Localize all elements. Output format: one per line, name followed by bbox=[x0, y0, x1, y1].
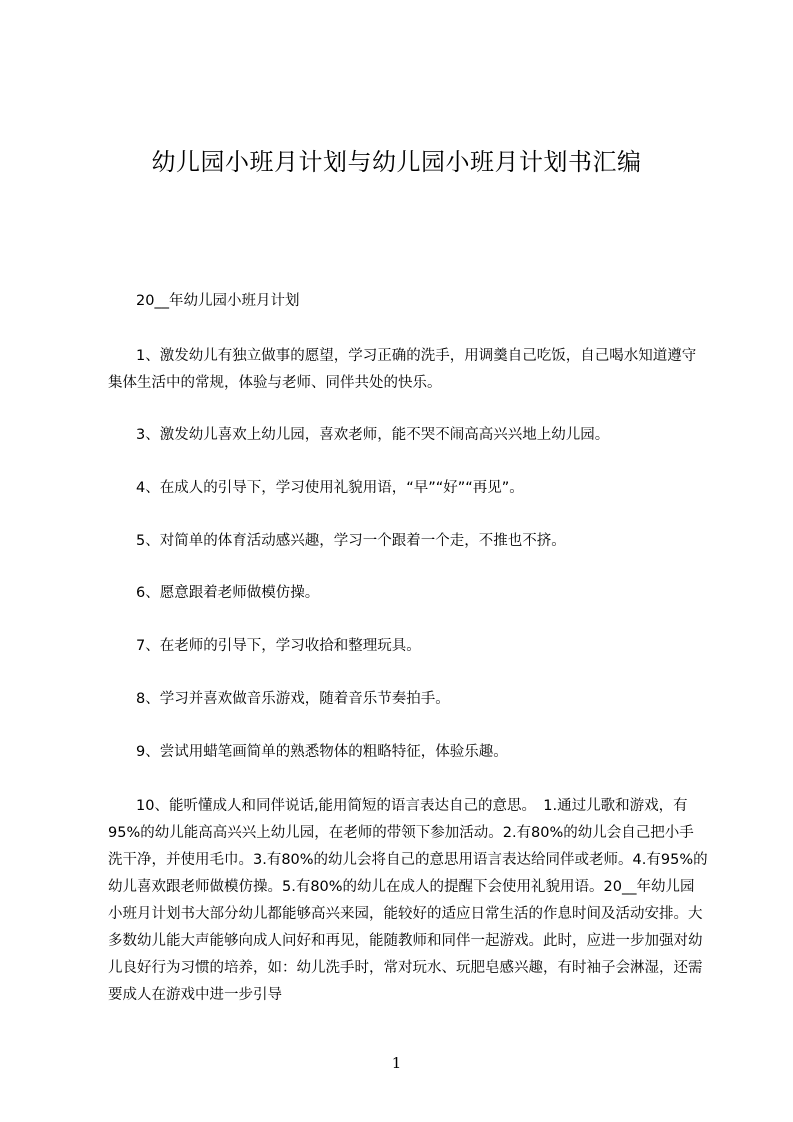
paragraph: 5、对简单的体育活动感兴趣，学习一个跟着一个走，不推也不挤。 bbox=[136, 533, 566, 549]
paragraph: 4、在成人的引导下，学习使用礼貌用语，“早”“好”“再见”。 bbox=[136, 480, 524, 496]
paragraph: 9、尝试用蜡笔画简单的熟悉物体的粗略特征，体验乐趣。 bbox=[136, 744, 508, 760]
paragraph: 8、学习并喜欢做音乐游戏，随着音乐节奏拍手。 bbox=[136, 691, 450, 707]
section-heading: 20__年幼儿园小班月计划 bbox=[136, 293, 300, 309]
paragraph: 10、能听懂成人和同伴说话,能用简短的语言表达自己的意思。 1.通过儿歌和游戏，有95%的幼儿能高高兴兴上幼儿园，在老师的带领下参加活动。2.有80%的幼儿会自己把小手洗干净，并使用毛巾。3.有80%的幼儿会将自己的意思用语言表达给同伴或老师。4.有95%的幼儿喜欢跟老师做模仿操。5.有80%的幼儿在成人的提醒下会使用礼貌用语。20__年幼儿园小班月计划书大部分幼儿都能够高兴来园，能较好的适应日常生活的作息时间及活动安排。大多数幼儿能大声能够向成人问好和再见，能随教师和同伴一起游戏。此时，应进一步加强对幼儿良好行为习惯的培养，如：幼儿洗手时，常对玩水、玩肥皂感兴趣，有时袖子会淋湿，还需要成人在游戏中进一步引导 bbox=[108, 798, 708, 1003]
page-number: 1 bbox=[391, 1054, 402, 1072]
paragraph: 7、在老师的引导下，学习收拾和整理玩具。 bbox=[136, 638, 421, 654]
paragraph: 1、激发幼儿有独立做事的愿望，学习正确的洗手，用调羹自己吃饭，自己喝水知道遵守集体生活中的常规，体验与老师、同伴共处的快乐。 bbox=[108, 348, 697, 391]
page-title: 幼儿园小班月计划与幼儿园小班月计划书汇编 bbox=[151, 148, 642, 176]
paragraph: 6、愿意跟着老师做模仿操。 bbox=[136, 585, 320, 601]
paragraph: 3、激发幼儿喜欢上幼儿园，喜欢老师，能不哭不闹高高兴兴地上幼儿园。 bbox=[136, 427, 610, 443]
